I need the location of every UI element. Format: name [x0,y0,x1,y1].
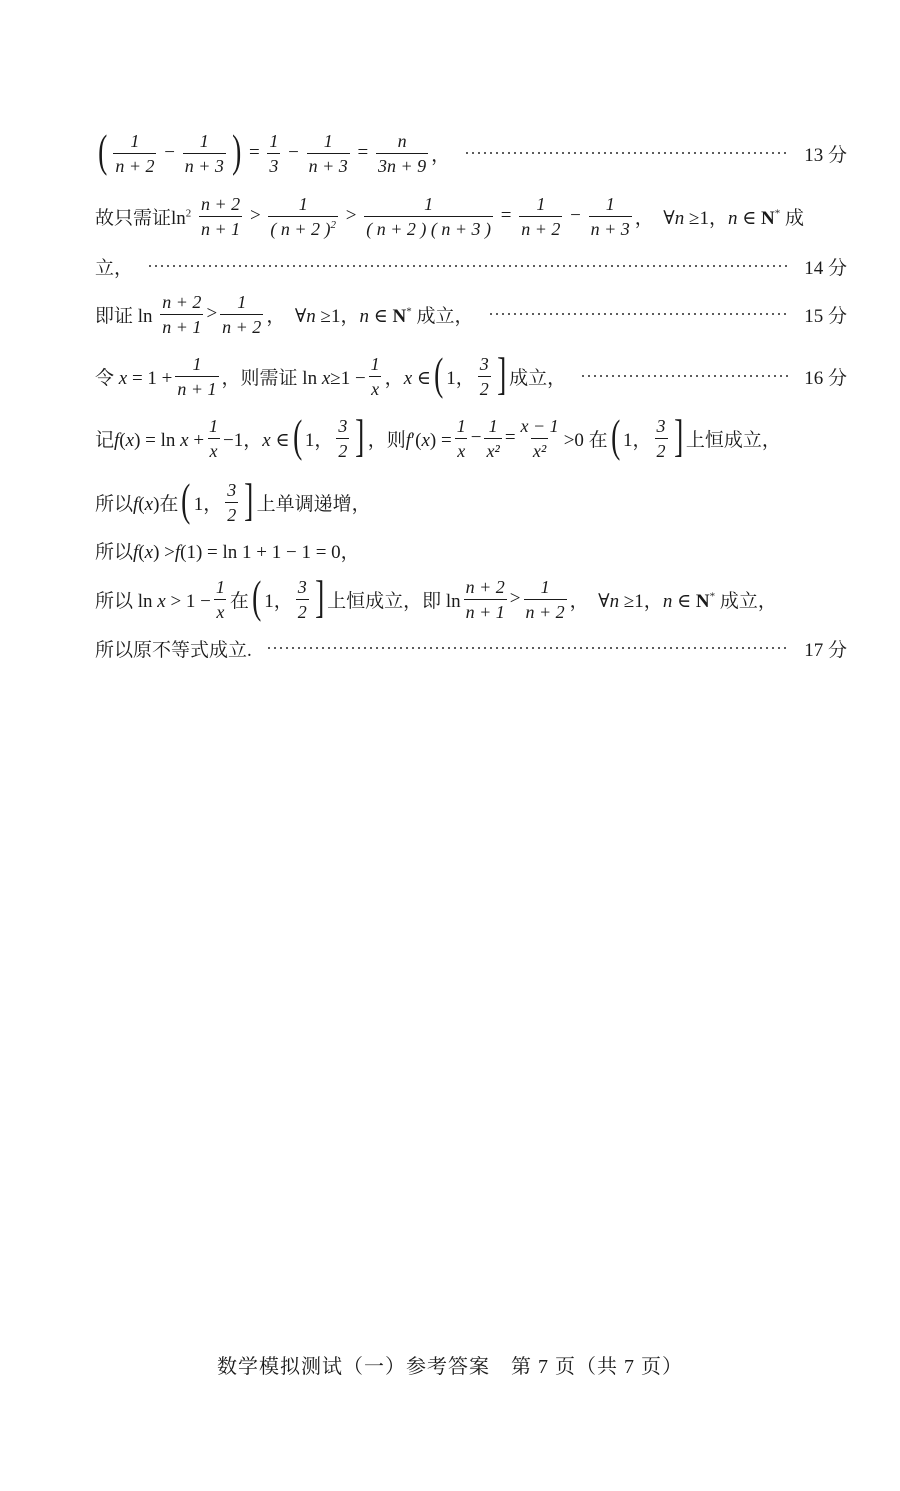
solution-line-7: 所以f(x)在 ( 1， $\frac{3}{2}$ ] 上单调递增， [95,474,371,525]
solution-line-9: 所以 ln x > 1 − $\frac{1}{x}$ 在 ( 1， $\frac{3}{2}$ ] 上恒成立，即 ln $\frac{n + 2}{n + 1}$ > $\frac{1}{n + 2}$ ， ∀n ≥1，n ∈ N* 成立， [95,571,777,622]
solution-line-2: 故只需证$\ln^2$ $\frac{n + 2}{n + 1}$ > $\frac{1}{( n + 2 )^2}$ > $\frac{1}{( n + 2 ) ( n + 3 )}$ = $\frac{1}{n + 2}$ − $\frac{1}{n + 3}$ ， ∀n ≥1，n ∈ N* 成 [95,193,805,239]
solution-line-1 [95,125,847,176]
solution-line-6: 记f(x) = ln x + $\frac{1}{x}$ −1，x ∈ ( 1， $\frac{3}{2}$ ] ，则f′(x) = $\frac{1}{x}$ − $\frac{1}{\text{x²}}$ = $\frac{x - 1}{\text{x²}}$ >0 在 ( 1， $\frac{3}{2}$ ] 上恒成立， [95,410,781,461]
score-label: 17 分 [804,639,847,661]
dot-leader [580,375,790,377]
solution-line-3: 立， 14 分 [95,254,847,278]
dot-leader [488,313,791,315]
score-label: 14 分 [804,257,847,279]
score-label: 13 分 [804,144,847,166]
dot-leader [464,152,790,154]
solution-line-10 [95,636,847,660]
score-label: 15 分 [804,305,847,327]
page-footer: 数学模拟测试（一）参考答案 第 7 页（共 7 页） [217,1356,683,1378]
dot-leader [266,647,790,649]
math-expression: ( $\frac{1}{n + 2}$ − $\frac{1}{n + 3}$ ) = $\frac{1}{3}$ − $\frac{1}{n + 3}$ = $\frac{n}{3n + 9}$ ， [98,125,451,176]
solution-line-4: 即证 ln $\frac{n + 2}{n + 1}$ > $\frac{1}{n + 2}$ ， ∀n ≥1，n ∈ N* 成立， 15 分 [95,291,847,337]
score-label: 16 分 [804,367,847,389]
conclusion-text: 所以原不等式成立. [95,639,252,661]
solution-line-5: 令 x = 1 + $\frac{1}{n + 1}$ ，则需证 ln x≥1 − $\frac{1}{x}$ ，x ∈ ( 1， $\frac{3}{2}$ ] 成立， 16 分 [95,348,847,399]
solution-line-8: 所以f(x) >f(1) = ln 1 + 1 − 1 = 0， [95,541,360,563]
dot-leader [147,265,790,267]
